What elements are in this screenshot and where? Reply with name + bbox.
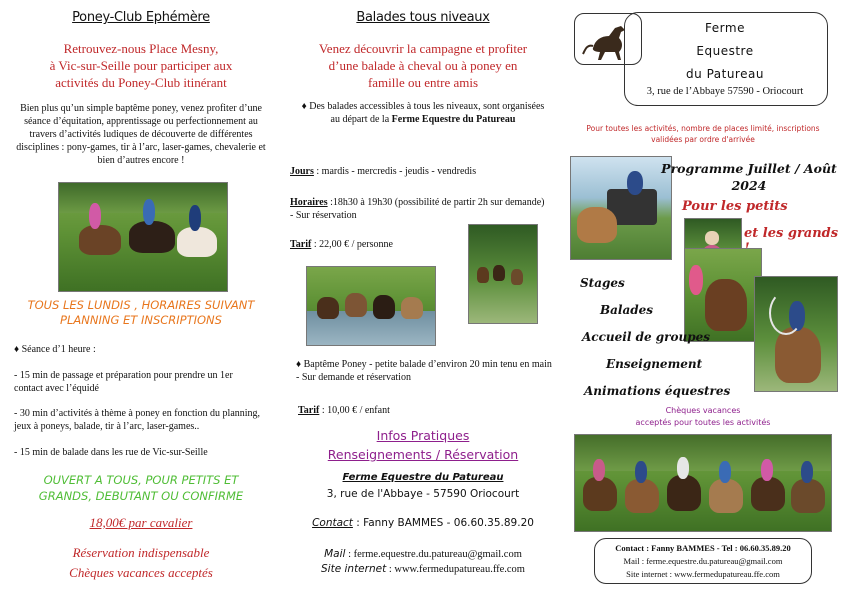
girls-horse-photo [684,248,762,342]
balades-desc: ♦ Des balades accessibles à tous les niveaux, sont organisées au départ de la Ferme Equestre du Patureau [301,101,545,125]
archery-photo [754,276,838,392]
contact-box: Contact : Fanny BAMMES - Tel : 06.60.35.89.20 Mail : ferme.equestre.du.patureau@gmail.com Site internet : www.fermedupatureau.ffe.com [594,538,812,584]
pony-cart-photo [570,156,672,260]
balades-days: Jours : mardis - mercredis - jeudis - vendredis [290,166,477,177]
balades-title: Balades tous niveaux [356,10,490,25]
poney-club-intro: Retrouvez-nous Place Mesny, à Vic-sur-Seille pour participer aux activités du Poney-Club itinérant [49,41,233,90]
farm-address: 3, rue de l’Abbaye 57590 - Oriocourt [646,86,804,97]
programme-title: Programme Juillet / Août 2024 [661,161,837,193]
balades-intro: Venez découvrir la campagne et profiter d’une balade à cheval ou à poney en famille ou entre amis [318,41,528,90]
infos-pratiques: Infos Pratiques [376,428,470,443]
places-notice: Pour toutes les activités, nombre de places limité, inscriptions validées par ordre d'arrivée [586,124,820,144]
contact-line: Contact : Fanny BAMMES - 06.60.35.89.20 [312,517,534,529]
balade-forest-photo [468,224,538,324]
column-poney-club [0,0,282,595]
activity-enseignement: Enseignement [606,357,703,371]
mail-line: Mail : ferme.equestre.du.patureau@gmail.com [324,548,522,560]
group-ride-photo [574,434,832,532]
balade-river-photo [306,266,436,346]
column-balades [282,0,564,595]
balades-hours: Horaires :18h30 à 19h30 (possibilité de partir 2h sur demande) - Sur réservation [290,197,545,221]
activity-animations: Animations équestres [584,384,731,398]
poney-club-title: Poney-Club Ephémère [72,10,210,25]
activity-accueil: Accueil de groupes [582,330,711,344]
open-to-all: OUVERT A TOUS, POUR PETITS ET GRANDS, DEBUTANT OU CONFIRME [38,473,244,503]
activity-stages: Stages [580,276,625,290]
poney-club-photo [58,182,228,292]
bapteme-poney: ♦ Baptême Poney - petite balade d’environ 20 min tenu en main - Sur demande et réservation [296,359,552,383]
seance-item-2: - 30 min d’activités à thème à poney en fonction du planning, jeux à poneys, balade, tir à l’arc, laser-games.. [14,408,261,432]
reservation-required: Réservation indispensable [72,545,210,560]
seance-label: ♦ Séance d’1 heure : [14,344,96,355]
activity-balades: Balades [600,303,654,317]
bapteme-rate: Tarif : 10,00 € / enfant [298,405,390,416]
poney-club-body: Bien plus qu’un simple baptême poney, venez profiter d’une séance d’équitation, apprentissage ou perfectionnement au travers d’activités ludiques de découverte de différentes disciplines : pony-games, tir à l’arc, laser-games, chevalerie et bien d’autres encore ! [16,103,266,166]
ferme-name: Ferme Equestre du Patureau [342,472,504,483]
column-ferme [564,0,842,595]
renseignements: Renseignements / Réservation [327,447,519,462]
poney-club-schedule: TOUS LES LUNDIS , HORAIRES SUIVANT PLANNING ET INSCRIPTIONS [27,298,255,327]
balades-rate: Tarif : 22,00 € / personne [290,239,393,250]
site-line: Site internet : www.fermedupatureau.ffe.com [321,563,525,575]
cheques-vacances: Chèques vacances acceptés pour toutes les activités [635,406,771,427]
for-big: et les grands [744,226,839,241]
seance-item-1: - 15 min de passage et préparation pour prendre un 1er contact avec l’équidé [14,370,233,394]
cheques-accepted: Chèques vacances acceptés [69,565,213,580]
poney-club-price: 18,00€ par cavalier [89,515,193,530]
seance-item-3: - 15 min de balade dans les rue de Vic-sur-Seille [14,447,208,458]
farm-name: Ferme Equestre du Patureau [686,21,764,81]
for-small: Pour les petits [682,199,788,214]
ferme-address: 3, rue de l'Abbaye - 57590 Oriocourt [326,488,520,500]
